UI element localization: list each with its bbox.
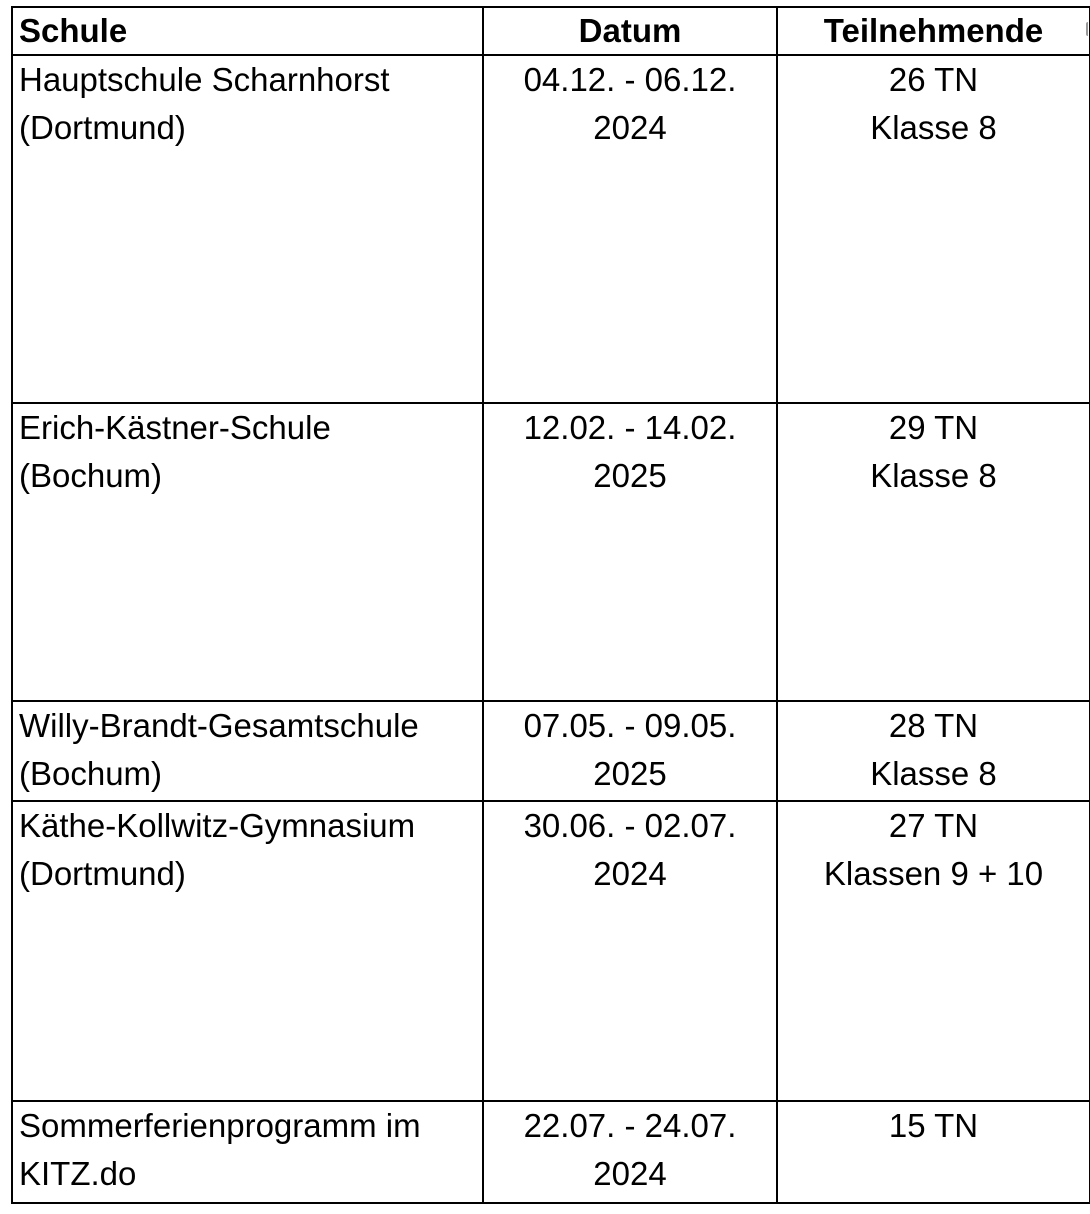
school-city: KITZ.do: [19, 1155, 137, 1192]
date-range: 07.05. - 09.05.: [523, 707, 737, 744]
school-name: Käthe-Kollwitz-Gymnasium: [19, 807, 416, 844]
date-range: 30.06. - 02.07.: [523, 807, 737, 844]
table-header-row: [12, 7, 1090, 55]
school-name: Willy-Brandt-Gesamtschule: [19, 707, 419, 744]
date-cell: [483, 55, 777, 403]
date-range: 12.02. - 14.02.: [523, 409, 737, 446]
date-year: 2024: [593, 855, 667, 892]
school-city: (Bochum): [19, 755, 163, 792]
participant-count: 26 TN: [888, 61, 979, 98]
table-row: [12, 55, 1090, 403]
participants-cell: [777, 55, 1090, 403]
date-year: 2024: [593, 1155, 667, 1192]
participant-count: 29 TN: [888, 409, 979, 446]
date-year: 2025: [593, 457, 667, 494]
schedule-table: [11, 6, 1090, 1204]
participants-cell: [777, 403, 1090, 701]
date-cell: [483, 801, 777, 1101]
participant-count: 27 TN: [888, 807, 979, 844]
participants-cell: [777, 801, 1090, 1101]
table-row: [12, 403, 1090, 701]
school-name: Sommerferienprogramm im: [19, 1107, 421, 1144]
participant-count: 28 TN: [888, 707, 979, 744]
participants-cell: [777, 701, 1090, 801]
school-cell: [12, 801, 483, 1101]
cropped-edge-mark: [1086, 22, 1090, 36]
school-name: Hauptschule Scharnhorst: [19, 61, 390, 98]
participant-class: Klasse 8: [870, 109, 997, 146]
date-year: 2025: [593, 755, 667, 792]
participants-cell: [777, 1101, 1090, 1203]
table-row: [12, 801, 1090, 1101]
school-city: (Dortmund): [19, 855, 186, 892]
school-cell: [12, 403, 483, 701]
participant-count: 15 TN: [888, 1107, 979, 1144]
date-cell: [483, 403, 777, 701]
header-school: Schule: [12, 7, 483, 55]
school-city: (Dortmund): [19, 109, 186, 146]
table-row: [12, 701, 1090, 801]
school-name: Erich-Kästner-Schule: [19, 409, 331, 446]
participant-class: Klasse 8: [870, 755, 997, 792]
school-cell: [12, 701, 483, 801]
date-cell: [483, 701, 777, 801]
date-cell: [483, 1101, 777, 1203]
school-city: (Bochum): [19, 457, 163, 494]
participant-class: Klassen 9 + 10: [823, 855, 1044, 892]
header-participants: Teilnehmende: [777, 7, 1090, 55]
participant-class: Klasse 8: [870, 457, 997, 494]
date-range: 22.07. - 24.07.: [523, 1107, 737, 1144]
school-cell: [12, 55, 483, 403]
table-row: [12, 1101, 1090, 1203]
school-cell: [12, 1101, 483, 1203]
date-year: 2024: [593, 109, 667, 146]
date-range: 04.12. - 06.12.: [523, 61, 737, 98]
header-date: Datum: [483, 7, 777, 55]
